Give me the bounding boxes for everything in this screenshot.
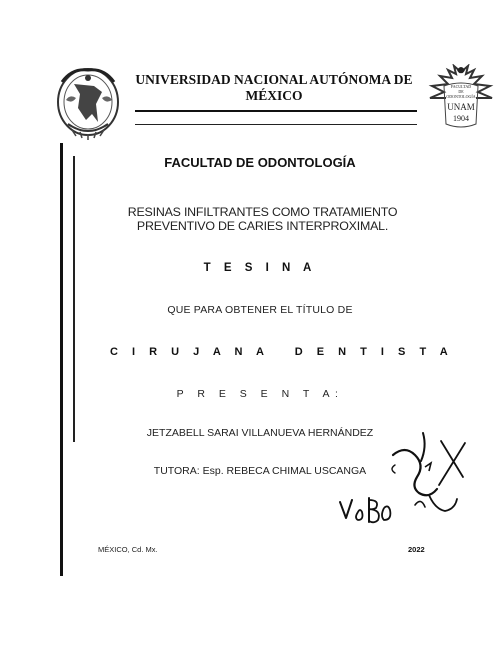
thesis-title bbox=[90, 205, 435, 233]
document-type: T E S I N A bbox=[203, 262, 317, 274]
year-label: 2022 bbox=[408, 545, 425, 554]
inner-margin-bar bbox=[73, 156, 75, 442]
seal-text-faculty: FACULTAD bbox=[450, 84, 472, 89]
tutor-name: TUTORA: Esp. REBECA CHIMAL USCANGA bbox=[153, 465, 367, 477]
faculty-name: FACULTAD DE ODONTOLOGÍA bbox=[164, 155, 356, 170]
seal-text-odontologia: ODONTOLOGÍA bbox=[446, 94, 476, 99]
university-title-line-1: UNIVERSIDAD NACIONAL AUTÓNOMA DE bbox=[135, 72, 413, 87]
author-name: JETZABELL SARAI VILLANUEVA HERNÁNDEZ bbox=[146, 427, 374, 439]
presents-label: P R E S E N T A: bbox=[176, 388, 344, 400]
tutor-signature-icon bbox=[385, 425, 470, 525]
university-title-line-2: MÉXICO bbox=[245, 88, 303, 103]
unam-coat-of-arms-logo bbox=[52, 64, 124, 144]
seal-text-year: 1904 bbox=[453, 114, 469, 123]
thesis-title-line-1: RESINAS INFILTRANTES COMO TRATAMIENTO bbox=[127, 205, 398, 219]
header-rule-thick bbox=[135, 110, 417, 112]
header-rule-thin bbox=[135, 124, 417, 125]
left-margin-bar bbox=[60, 143, 63, 576]
thesis-title-line-2: PREVENTIVO DE CARIES INTERPROXIMAL. bbox=[136, 219, 389, 233]
faculty-seal-logo bbox=[426, 64, 496, 130]
university-title bbox=[128, 72, 420, 104]
degree-purpose: QUE PARA OBTENER EL TÍTULO DE bbox=[167, 304, 353, 316]
degree-title: C I R U J A N A D E N T I S T A bbox=[110, 346, 454, 358]
approval-handwriting-icon bbox=[336, 494, 396, 526]
seal-text-unam: UNAM bbox=[447, 102, 475, 112]
seal-text-de: DE bbox=[458, 89, 464, 94]
place-label: MÉXICO, Cd. Mx. bbox=[98, 545, 158, 554]
